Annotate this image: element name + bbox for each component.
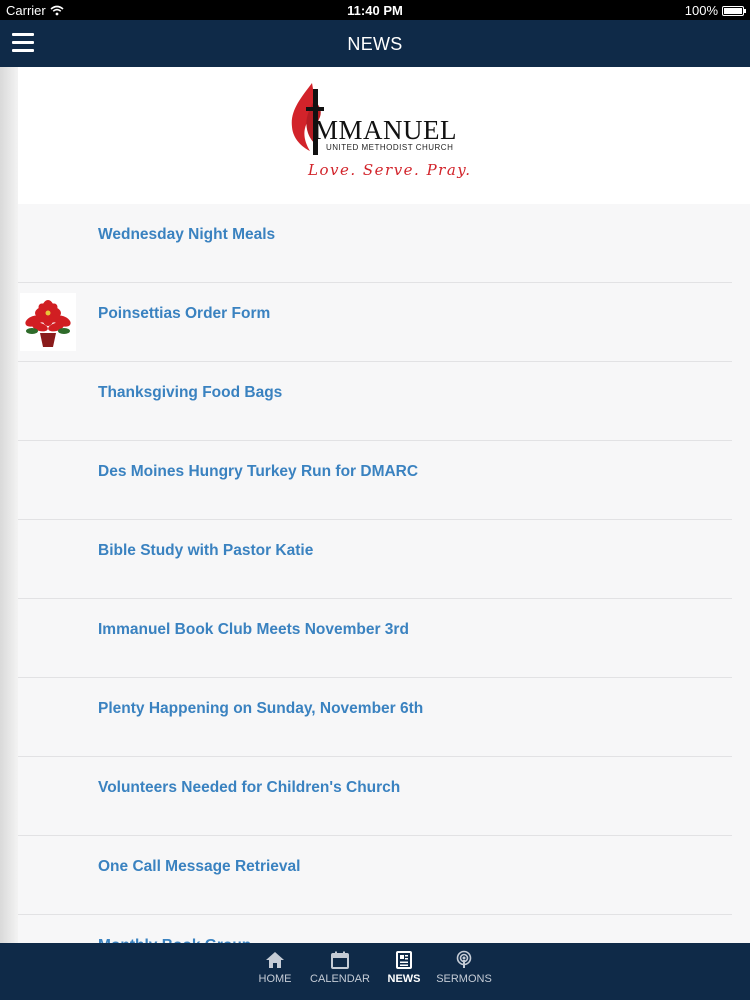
news-item-title: Poinsettias Order Form [98, 305, 271, 322]
logo-subtitle: UNITED METHODIST CHURCH [326, 143, 454, 152]
tab-sermons-label: SERMONS [436, 973, 492, 985]
list-item[interactable] [18, 362, 732, 441]
news-list [18, 204, 732, 994]
nav-bar [0, 20, 750, 67]
list-item[interactable] [18, 599, 732, 678]
list-item[interactable] [18, 757, 732, 836]
church-logo [286, 81, 476, 191]
podcast-icon [454, 951, 474, 969]
drawer-edge-shadow [0, 67, 18, 943]
calendar-icon [330, 951, 350, 969]
tab-home[interactable] [243, 951, 307, 985]
news-item-title: Immanuel Book Club Meets November 3rd [98, 621, 409, 638]
news-item-title: Des Moines Hungry Turkey Run for DMARC [98, 463, 419, 480]
church-header [18, 67, 750, 204]
news-item-title: Thanksgiving Food Bags [98, 384, 283, 401]
list-item[interactable] [18, 204, 732, 283]
news-content[interactable] [0, 67, 750, 943]
tab-home-label: HOME [258, 973, 292, 985]
list-item[interactable] [18, 520, 732, 599]
logo-wordmark: MMANUEL [314, 115, 457, 145]
tab-news-label: NEWS [387, 973, 421, 985]
list-item[interactable] [18, 678, 732, 757]
tab-news[interactable] [372, 951, 436, 985]
news-item-title: Bible Study with Pastor Katie [98, 542, 314, 559]
logo-tagline: Love. Serve. Pray. [308, 161, 472, 179]
status-bar [0, 0, 750, 20]
list-item[interactable] [18, 441, 732, 520]
news-item-title: Wednesday Night Meals [98, 226, 276, 243]
news-item-title: Volunteers Needed for Children's Church [98, 779, 401, 796]
list-item[interactable] [18, 836, 732, 915]
bottom-tab-bar [0, 943, 750, 1000]
tab-calendar-label: CALENDAR [310, 973, 370, 985]
tab-sermons[interactable] [432, 951, 496, 985]
page-title: NEWS [347, 34, 403, 54]
news-item-title: Plenty Happening on Sunday, November 6th [98, 700, 424, 717]
carrier-label: Carrier [6, 3, 46, 18]
news-icon [394, 951, 414, 969]
tab-calendar[interactable] [308, 951, 372, 985]
news-item-title: One Call Message Retrieval [98, 858, 301, 875]
clock: 11:40 PM [347, 3, 403, 18]
battery-icon [722, 6, 744, 16]
home-icon [265, 951, 285, 969]
poinsettia-thumbnail [20, 293, 76, 351]
battery-percent: 100% [684, 3, 718, 18]
battery-status [685, 3, 744, 18]
list-item[interactable] [18, 283, 732, 362]
